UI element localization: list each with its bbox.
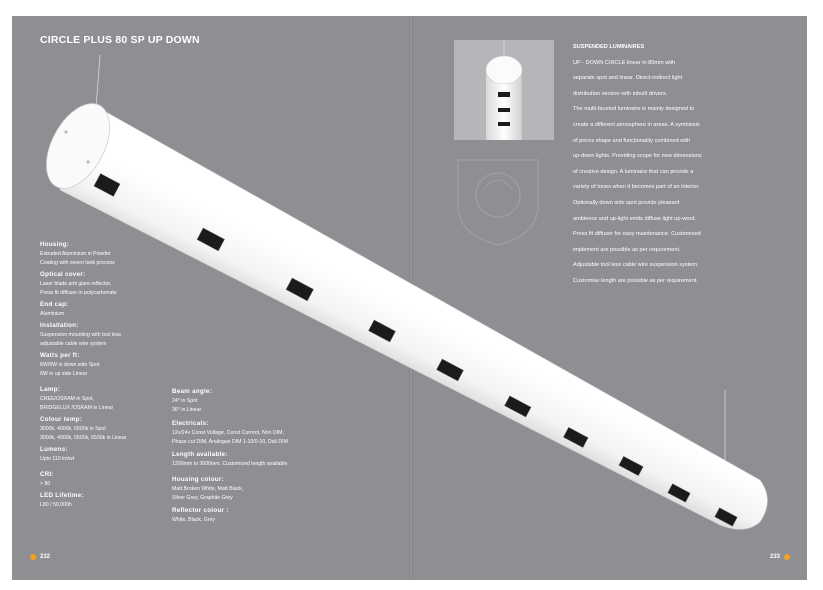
description-line: Optionally down side spot provide pleasant (573, 199, 680, 206)
spec-column-middle (172, 387, 372, 525)
spec-reflector-colour: Reflector colour : White, Black, Grey (172, 507, 229, 523)
spec-electricals: Electricals: 12v/24v Const Voltage, Const Current, Non DIM, Phase cut DIM, Analogue DIM 1-10/0-10, Dali DIM (172, 420, 288, 445)
spec-housing: Housing: Extruded Aluminium in Powder Coating with seven tank process (40, 241, 115, 266)
description-line: of prices shape and functionality combined with (573, 137, 691, 144)
description-line: up-down lights. Providing scope for new dimensions (573, 153, 702, 160)
page-number-left: 232 (30, 554, 50, 560)
spec-column-left (40, 240, 190, 510)
page-dot-icon (30, 554, 36, 560)
page-dot-icon (784, 554, 790, 560)
spec-lumens: Lumens: Upto 110 lm/wt (40, 446, 75, 462)
spec-watts: Watts per ft: 6W/9W in down side Spot 6W in up side Linear (40, 352, 100, 377)
description-line: of creative design. A luminaire that can provide a (573, 168, 694, 175)
product-description (573, 40, 753, 290)
spec-length: Length available: 1200mm to 3600mm. Customized length available (172, 451, 288, 467)
spec-cri: CRI: > 80 (40, 471, 54, 487)
description-line: variety of tones when it becomes part of an interior. (573, 184, 700, 191)
description-line: Customise length are possible as per requirement. (573, 277, 698, 284)
product-title: CIRCLE PLUS 80 SP UP DOWN (40, 34, 200, 46)
page-number-right: 233 (770, 554, 790, 560)
spec-led-lifetime: LED Lifetime: L80 / 50,000h (40, 492, 84, 508)
spec-housing-colour: Housing colour: Matt Broken White, Matt Black, Silver Grey, Graphite Grey (172, 476, 244, 501)
description-line: Press fit diffuser for easy maintenance. Customised (573, 231, 701, 238)
description-line: UP - DOWN CIRCLE linear in 80mm with (573, 59, 676, 66)
description-line: The multi-faceted luminaire is mainly designed to (573, 106, 695, 113)
description-line: separate spot and linear. Direct-indirect light (573, 75, 683, 82)
description-line: Adjustable tool less cable wire suspension system. (573, 262, 699, 269)
spec-beam-angle: Beam angle: 24° in Spot 36° in Linear (172, 388, 213, 413)
description-line: distribution version with inbuilt drivers. (573, 90, 668, 97)
description-heading: SUSPENDED LUMINAIRES (573, 44, 645, 50)
description-line: ambience and up-light emits diffuse light up-word. (573, 215, 697, 222)
spec-installation: Installation: Suspension mounting with tool less adjustable cable wire system (40, 322, 122, 347)
description-line: create a different atmosphere in areas. A symbiosis (573, 121, 700, 128)
description-line: implement are possible as per requirement. (573, 246, 681, 253)
spec-optical-cover: Optical cover: Laser blade anti glare reflector, Press fit diffuser in polycarbonate (40, 271, 117, 296)
spec-lamp: Lamp: CREE/OSRAM in Spot, BRIDGELUX /OSRAM in Linear (40, 386, 114, 411)
spec-colour-temp: Colour temp: 3000k, 4000k, 6500k in Spot 3000k, 4000k, 5500k, 6500k in Linear (40, 416, 127, 441)
spec-end-cap: End cap: Aluminium (40, 301, 69, 317)
